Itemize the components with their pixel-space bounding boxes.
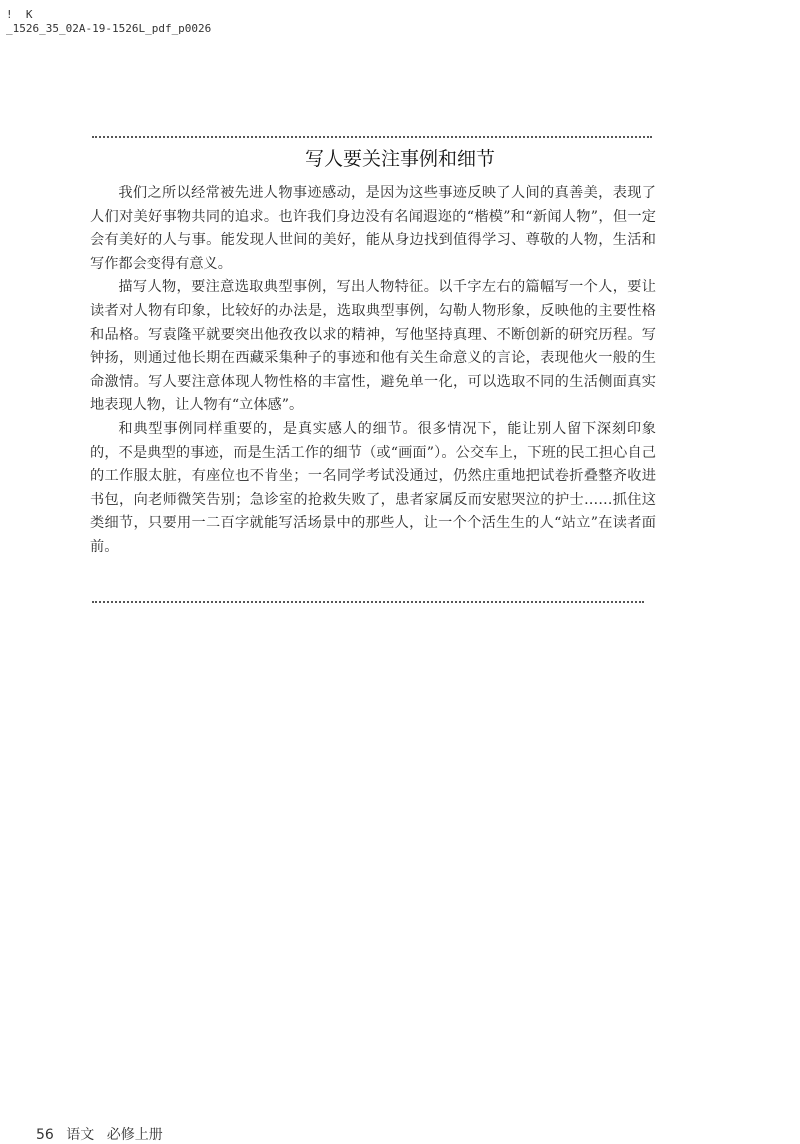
scan-header-marks: ! K: [6, 8, 33, 21]
scan-file-id: _1526_35_02A-19-1526L_pdf_p0026: [6, 22, 212, 35]
paragraph-1: 我们之所以经常被先进人物事迹感动，是因为这些事迹反映了人间的真善美，表现了人们对美好事物共同的追求。也许我们身边没有名闻遐迩的“楷模”和“新闻人物”，但一定会有美好的人与事。能发现人世间的美好，能从身边找到值得学习、尊敬的人物，生活和写作都会变得有意义。: [90, 185, 656, 272]
book-volume: 必修上册: [106, 1127, 163, 1143]
paragraph-3: 和典型事例同样重要的，是真实感人的细节。很多情况下，能让别人留下深刻印象的，不是典型的事迹，而是生活工作的细节（或“画面”）。公交车上，下班的民工担心自己的工作服太脏，有座位也不肯坐；一名同学考试没通过，仍然庄重地把试卷折叠整齐收进书包，向老师微笑告别；急诊室的抢救失败了，患者家属反而安慰哭泣的护士……抓住这类细节，只要用一二百字就能写活场景中的那些人，让一个个活生生的人“站立”在读者面前。: [90, 420, 656, 555]
page-number: 56: [36, 1127, 54, 1143]
page-footer: [36, 1126, 171, 1144]
article-body: [90, 182, 656, 560]
book-subject: 语文: [66, 1127, 95, 1143]
article-title: 写人要关注事例和细节: [304, 148, 495, 170]
bottom-dotted-divider: [92, 601, 644, 603]
paragraph-2: 描写人物，要注意选取典型事例，写出人物特征。以千字左右的篇幅写一个人，要让读者对人物有印象，比较好的办法是，选取典型事例，勾勒人物形象，反映他的主要性格和品格。写袁隆平就要突出他孜孜以求的精神，写他坚持真理、不断创新的研究历程。写钟扬，则通过他长期在西藏采集种子的事迹和他有关生命意义的言论，表现他火一般的生命激情。写人要注意体现人物性格的丰富性，避免单一化，可以选取不同的生活侧面真实地表现人物，让人物有“立体感”。: [90, 279, 656, 414]
top-dotted-divider: [92, 136, 652, 138]
scan-header: [6, 8, 211, 36]
